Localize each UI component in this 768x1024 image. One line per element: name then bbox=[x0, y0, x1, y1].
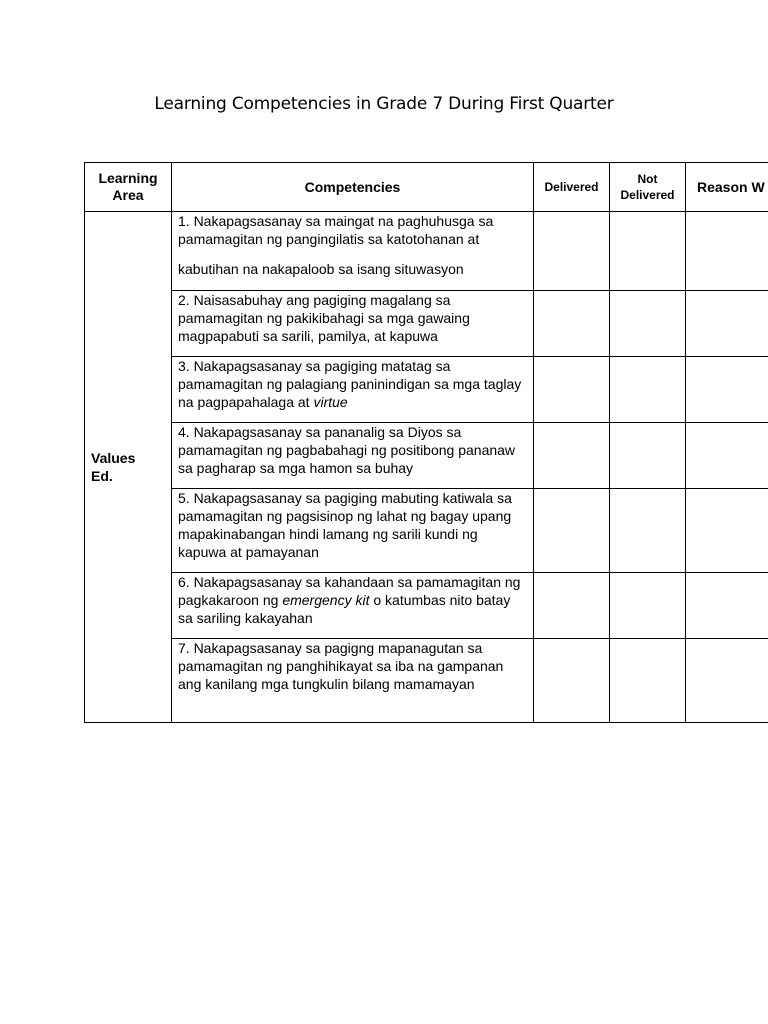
header-learning-area: Learning Area bbox=[85, 163, 172, 212]
competency-cell: 7. Nakapagsasanay sa pagigng mapanagutan sa pamamagitan ng panghihikayat sa iba na gampanan ang kanilang mga tungkulin bilang mamamayan bbox=[172, 639, 534, 723]
delivered-cell[interactable] bbox=[534, 489, 610, 573]
header-not-delivered: Not Delivered bbox=[610, 163, 686, 212]
header-competencies: Competencies bbox=[172, 163, 534, 212]
table-row bbox=[85, 212, 768, 291]
page-title: Learning Competencies in Grade 7 During First Quarter bbox=[154, 94, 614, 114]
delivered-cell[interactable] bbox=[534, 212, 610, 291]
competency-cell: 4. Nakapagsasanay sa pananalig sa Diyos sa pamamagitan ng pagbabahagi ng positibong pananaw sa pagharap sa mga hamon sa buhay bbox=[172, 423, 534, 489]
table-header-row bbox=[85, 163, 768, 212]
table-row bbox=[85, 489, 768, 573]
learning-area-cell: Values Ed. bbox=[85, 212, 172, 723]
not-delivered-cell[interactable] bbox=[610, 212, 686, 291]
not-delivered-cell[interactable] bbox=[610, 573, 686, 639]
table-row bbox=[85, 423, 768, 489]
competency-cell: 5. Nakapagsasanay sa pagiging mabuting katiwala sa pamamagitan ng pagsisinop ng lahat ng bagay upang mapakinabangan hindi lamang ng sarili kundi ng kapuwa at pamayanan bbox=[172, 489, 534, 573]
not-delivered-cell[interactable] bbox=[610, 291, 686, 357]
competency-cell: 3. Nakapagsasanay sa pagiging matatag sa pamamagitan ng palagiang paninindigan sa mga taglay na pagpapahalaga at virtue bbox=[172, 357, 534, 423]
reason-cell[interactable] bbox=[686, 639, 768, 723]
competency-cell: 2. Naisasabuhay ang pagiging magalang sa pamamagitan ng pakikibahagi sa mga gawaing magpapabuti sa sarili, pamilya, at kapuwa bbox=[172, 291, 534, 357]
competencies-table-wrapper bbox=[84, 162, 768, 730]
delivered-cell[interactable] bbox=[534, 639, 610, 723]
not-delivered-cell[interactable] bbox=[610, 423, 686, 489]
reason-cell[interactable] bbox=[686, 212, 768, 291]
reason-cell[interactable] bbox=[686, 357, 768, 423]
table-row bbox=[85, 357, 768, 423]
italic-term: emergency kit bbox=[282, 592, 370, 608]
reason-cell[interactable] bbox=[686, 423, 768, 489]
italic-term: virtue bbox=[313, 394, 348, 410]
delivered-cell[interactable] bbox=[534, 291, 610, 357]
competency-cell: 1. Nakapagsasanay sa maingat na paghuhusga sa pamamagitan ng pangingilatis sa katotohanan at kabutihan na nakapaloob sa isang situwasyon bbox=[172, 212, 534, 291]
not-delivered-cell[interactable] bbox=[610, 489, 686, 573]
table-row bbox=[85, 573, 768, 639]
table-row bbox=[85, 639, 768, 723]
reason-cell[interactable] bbox=[686, 573, 768, 639]
delivered-cell[interactable] bbox=[534, 423, 610, 489]
competencies-table bbox=[84, 162, 768, 723]
table-row bbox=[85, 291, 768, 357]
delivered-cell[interactable] bbox=[534, 573, 610, 639]
reason-cell[interactable] bbox=[686, 489, 768, 573]
not-delivered-cell[interactable] bbox=[610, 357, 686, 423]
reason-cell[interactable] bbox=[686, 291, 768, 357]
not-delivered-cell[interactable] bbox=[610, 639, 686, 723]
header-delivered: Delivered bbox=[534, 163, 610, 212]
header-reason: Reason W bbox=[686, 163, 768, 212]
competency-cell: 6. Nakapagsasanay sa kahandaan sa pamamagitan ng pagkakaroon ng emergency kit o katumbas nito batay sa sariling kakayahan bbox=[172, 573, 534, 639]
delivered-cell[interactable] bbox=[534, 357, 610, 423]
